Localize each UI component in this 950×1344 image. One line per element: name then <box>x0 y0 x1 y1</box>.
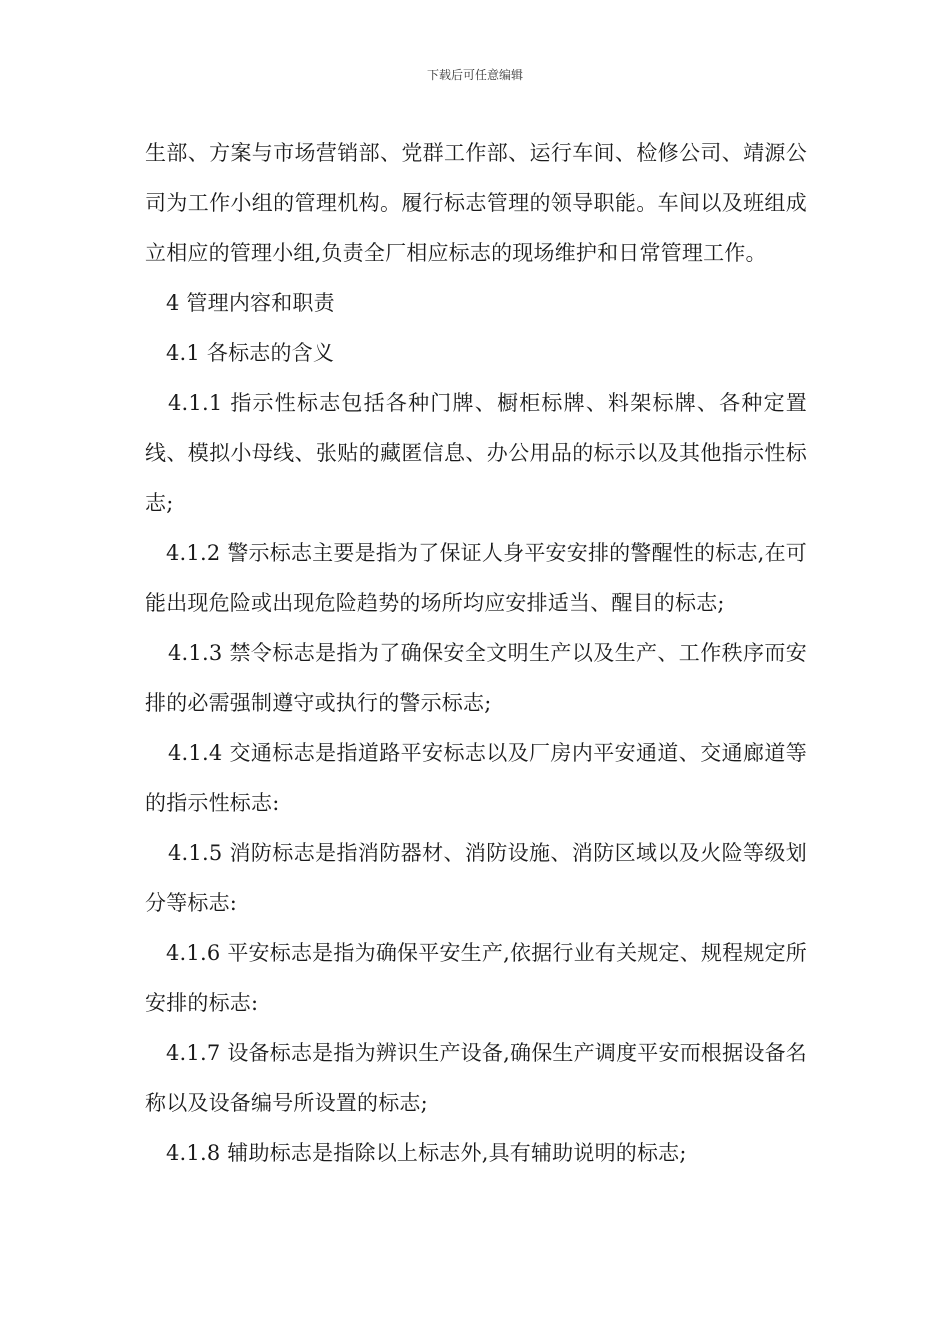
paragraph-org-intro: 生部、方案与市场营销部、党群工作部、运行车间、检修公司、靖源公司为工作小组的管理机构。履行标志管理的领导职能。车间以及班组成立相应的管理小组,负责全厂相应标志的现场维护和日常管理工作。 <box>145 141 807 265</box>
document-body <box>145 128 807 1178</box>
paragraph-4-1-5: 4.1.5 消防标志是指消防器材、消防设施、消防区域以及火险等级划分等标志: <box>145 841 807 915</box>
heading-section-4-1: 4.1 各标志的含义 <box>166 341 335 365</box>
paragraph-4-1-6: 4.1.6 平安标志是指为确保平安生产,依据行业有关规定、规程规定所安排的标志: <box>145 941 807 1015</box>
paragraph-4-1-7: 4.1.7 设备标志是指为辨识生产设备,确保生产调度平安而根据设备名称以及设备编号所设置的标志; <box>145 1041 807 1115</box>
heading-section-4: 4 管理内容和职责 <box>166 291 335 315</box>
paragraph-4-1-8: 4.1.8 辅助标志是指除以上标志外,具有辅助说明的标志; <box>166 1141 687 1165</box>
paragraph-4-1-1: 4.1.1 指示性标志包括各种门牌、橱柜标牌、料架标牌、各种定置线、模拟小母线、张贴的藏匿信息、办公用品的标示以及其他指示性标志; <box>145 391 807 515</box>
paragraph-4-1-4: 4.1.4 交通标志是指道路平安标志以及厂房内平安通道、交通廊道等的指示性标志: <box>145 741 807 815</box>
page-header-note: 下载后可任意编辑 <box>426 68 523 82</box>
paragraph-4-1-3: 4.1.3 禁令标志是指为了确保安全文明生产以及生产、工作秩序而安排的必需强制遵守或执行的警示标志; <box>145 641 807 715</box>
paragraph-4-1-2: 4.1.2 警示标志主要是指为了保证人身平安安排的警醒性的标志,在可能出现危险或出现危险趋势的场所均应安排适当、醒目的标志; <box>145 541 807 615</box>
